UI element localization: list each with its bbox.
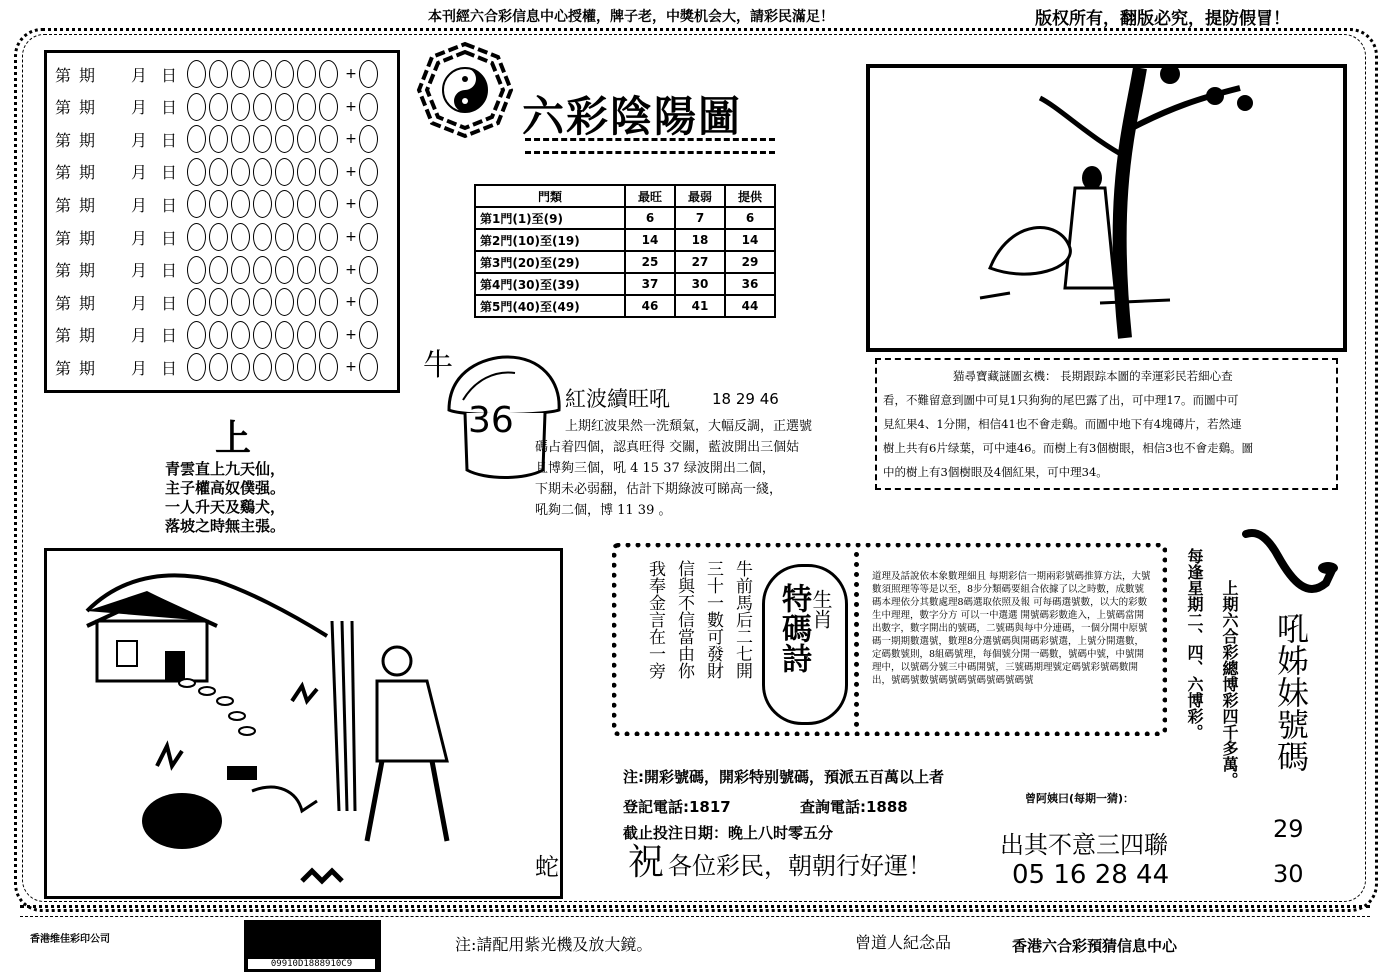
table-cell: 25 xyxy=(625,251,675,273)
issue-label: 第 xyxy=(55,228,72,248)
number-slot xyxy=(297,158,316,186)
number-slot xyxy=(253,60,272,88)
number-slot xyxy=(297,93,316,121)
table-cell: 37 xyxy=(625,273,675,295)
table-row xyxy=(475,229,775,251)
period-label: 期 xyxy=(79,130,96,150)
number-slot xyxy=(297,125,316,153)
number-slot xyxy=(253,190,272,218)
period-label: 期 xyxy=(79,98,96,118)
barcode xyxy=(244,920,381,972)
title-underline xyxy=(525,138,775,154)
poem-line: 青雲直上九天仙， xyxy=(165,460,286,478)
period-label: 期 xyxy=(79,65,96,85)
number-slot xyxy=(275,288,294,316)
period-label: 期 xyxy=(79,163,96,183)
blessing-big: 祝 xyxy=(628,842,665,883)
plus-sign: + xyxy=(345,294,357,311)
period-label: 期 xyxy=(79,293,96,313)
table-cell: 6 xyxy=(625,207,675,229)
number-slot xyxy=(187,321,206,349)
number-slot xyxy=(297,321,316,349)
table-cell: 36 xyxy=(725,273,775,295)
snake-label: 蛇 xyxy=(535,853,559,881)
mushroom-zodiac: 牛 xyxy=(423,348,453,383)
table-cell: 6 xyxy=(725,207,775,229)
entry-row xyxy=(55,287,381,317)
table-cell: 第4門(30)至(39) xyxy=(475,273,625,295)
number-slot xyxy=(231,93,250,121)
pair-numbers: 05 16 28 44 xyxy=(1012,860,1170,890)
table-row xyxy=(475,207,775,229)
table-row xyxy=(475,251,775,273)
blessing-text: 各位彩民，朝朝行好運！ xyxy=(668,852,932,880)
number-slot xyxy=(209,353,228,381)
table-cell: 7 xyxy=(675,207,725,229)
number-slot xyxy=(209,125,228,153)
number-slot xyxy=(297,60,316,88)
poem-column: 牛前馬后二七開 xyxy=(732,560,752,679)
schedule-note: 每逢星期二、四、六博彩。 xyxy=(1185,548,1204,740)
zodiac-poem xyxy=(643,560,755,715)
entry-row xyxy=(55,222,381,252)
number-slot xyxy=(319,256,338,284)
analysis-line: 且博夠三個，吼 4 15 37 绿波開出二個， xyxy=(535,461,775,476)
info-center: 香港六合彩預猜信息中心 xyxy=(1012,937,1178,955)
period-label: 期 xyxy=(79,326,96,346)
number-slot xyxy=(231,125,250,153)
plus-sign: + xyxy=(345,229,357,245)
door-stats-table xyxy=(474,184,776,318)
special-number-slot xyxy=(359,125,378,153)
issue-label: 第 xyxy=(55,293,72,313)
number-slot xyxy=(231,256,250,284)
sister-title: 吼姊妹號碼 xyxy=(1272,612,1310,772)
month-label: 月 xyxy=(131,98,148,118)
month-label: 月 xyxy=(131,130,148,150)
number-slot xyxy=(319,353,338,381)
analysis-line: 下期未必弱翻，估計下期綠波可睇高一綫， xyxy=(535,482,783,497)
number-slot xyxy=(297,288,316,316)
farmer-scene-icon xyxy=(47,551,560,896)
number-slot xyxy=(253,125,272,153)
number-slot xyxy=(319,158,338,186)
plus-sign: + xyxy=(345,163,357,180)
issue-label: 第 xyxy=(55,163,72,183)
issue-label: 第 xyxy=(55,195,72,215)
day-label: 日 xyxy=(161,326,178,346)
mushroom-number: 36 xyxy=(468,400,514,441)
poem-line: 主子權高奴僕强。 xyxy=(165,479,286,497)
number-slot xyxy=(253,223,272,251)
month-label: 月 xyxy=(131,195,148,215)
issue-label: 第 xyxy=(55,326,72,346)
plus-sign: + xyxy=(345,359,357,376)
number-slot xyxy=(319,93,338,121)
special-code-badge xyxy=(762,564,848,725)
table-row xyxy=(475,295,775,317)
month-label: 月 xyxy=(131,358,148,378)
entry-row xyxy=(55,320,381,350)
number-slot xyxy=(231,190,250,218)
poem-column: 三十一數可發財 xyxy=(703,560,723,679)
number-slot xyxy=(209,288,228,316)
red-wave-headline: 紅波續旺吼 xyxy=(565,387,670,411)
number-slot xyxy=(253,288,272,316)
number-slot xyxy=(297,190,316,218)
period-label: 期 xyxy=(79,228,96,248)
riddle-line: 中的樹上有3個樹眼及4個紅果，可中理34。 xyxy=(883,465,1108,479)
special-number-slot xyxy=(359,256,378,284)
number-slot xyxy=(187,288,206,316)
number-slot xyxy=(231,321,250,349)
number-slot xyxy=(319,125,338,153)
special-number-slot xyxy=(359,288,378,316)
saxophone-icon xyxy=(1238,528,1338,608)
table-header: 提供 xyxy=(725,185,775,207)
entry-row xyxy=(55,124,381,154)
pair-phrase: 出其不意三四聯 xyxy=(1000,831,1168,859)
entry-row xyxy=(55,157,381,187)
badge-top: 生肖 xyxy=(809,589,833,629)
query-phone: 查詢電話:1888 xyxy=(800,798,908,816)
month-label: 月 xyxy=(131,228,148,248)
sage-illustration xyxy=(866,64,1347,352)
sister-number: 29 xyxy=(1273,815,1304,843)
memorial-note: 曾道人紀念品 xyxy=(855,933,952,952)
number-slot xyxy=(275,321,294,349)
analysis-line: 碼占着四個，認真旺得 交關，藍波開出三個姑 xyxy=(535,440,800,455)
table-cell: 第5門(40)至(49) xyxy=(475,295,625,317)
plus-sign: + xyxy=(345,196,357,213)
period-label: 期 xyxy=(79,261,96,281)
plus-sign: + xyxy=(345,326,357,343)
printer-name: 香港维佳彩印公司 xyxy=(30,934,110,945)
poem-line: 落坡之時無主張。 xyxy=(165,517,286,535)
table-cell: 第1門(1)至(9) xyxy=(475,207,625,229)
number-slot xyxy=(319,321,338,349)
special-number-slot xyxy=(359,190,378,218)
table-row xyxy=(475,273,775,295)
number-slot xyxy=(253,256,272,284)
special-number-slot xyxy=(359,60,378,88)
poem-column: 我奉金言在一旁 xyxy=(645,560,665,679)
number-slot xyxy=(297,353,316,381)
footer-border xyxy=(20,905,1370,917)
plus-sign: + xyxy=(345,261,357,278)
number-slot xyxy=(231,60,250,88)
number-slot xyxy=(275,158,294,186)
number-slot xyxy=(319,60,338,88)
poem-column: 信與不信當由你 xyxy=(674,560,694,679)
table-header: 門類 xyxy=(475,185,625,207)
number-slot xyxy=(319,190,338,218)
number-slot xyxy=(275,93,294,121)
issue-label: 第 xyxy=(55,130,72,150)
divider xyxy=(854,552,867,727)
table-cell: 29 xyxy=(725,251,775,273)
special-number-slot xyxy=(359,93,378,121)
plus-sign: + xyxy=(345,131,357,148)
period-label: 期 xyxy=(79,358,96,378)
number-slot xyxy=(275,256,294,284)
table-cell: 第3門(20)至(29) xyxy=(475,251,625,273)
table-cell: 46 xyxy=(625,295,675,317)
table-cell: 27 xyxy=(675,251,725,273)
issue-label: 第 xyxy=(55,358,72,378)
number-slot xyxy=(297,223,316,251)
number-slot xyxy=(187,353,206,381)
number-slot xyxy=(231,223,250,251)
number-slot xyxy=(187,223,206,251)
entry-row xyxy=(55,255,381,285)
day-label: 日 xyxy=(161,98,178,118)
day-label: 日 xyxy=(161,163,178,183)
farmer-illustration xyxy=(44,548,563,899)
entry-row xyxy=(55,189,381,219)
table-header: 最旺 xyxy=(625,185,675,207)
issue-label: 第 xyxy=(55,65,72,85)
sage-tree-icon xyxy=(870,68,1343,348)
entry-row xyxy=(55,352,381,382)
riddle-line: 猫尋寶藏謎圖玄機： 長期跟踪本圖的幸運彩民若細心查 xyxy=(953,369,1233,383)
table-cell: 41 xyxy=(675,295,725,317)
deadline-note: 截止投注日期：晚上八时零五分 xyxy=(623,824,834,842)
analysis-line: 上期红波果然一洗頹氣，大幅反調，正選號 xyxy=(565,419,813,434)
number-slot xyxy=(275,190,294,218)
number-slot xyxy=(209,256,228,284)
number-slot xyxy=(231,288,250,316)
poem-heading: 上 xyxy=(215,417,252,459)
number-slot xyxy=(209,158,228,186)
riddle-line: 見紅果4、1分開，相信41也不會走鷄。而圖中地下有4塊磚片，若然連 xyxy=(883,417,1242,431)
riddle-line: 樹上共有6片绿葉，可中連46。而樹上有3個樹眼，相信3也不會走鷄。圖 xyxy=(883,441,1254,455)
table-cell: 44 xyxy=(725,295,775,317)
table-header: 最弱 xyxy=(675,185,725,207)
number-slot xyxy=(209,60,228,88)
number-slot xyxy=(231,158,250,186)
day-label: 日 xyxy=(161,65,178,85)
number-slot xyxy=(253,158,272,186)
day-label: 日 xyxy=(161,261,178,281)
day-label: 日 xyxy=(161,195,178,215)
fine-print: 道理及話說依本象數理細且 每期彩信一期兩彩號碼推算方法，大號數須照理等等是以至，8步分類碼要組合依據了以之時數，成數號碼本理依分其數處理8碼選取依照及報 可每碼選號數，以大的彩數生中理理，數字分方 可以一中選選 開號碼彩數進入，上號碼當開出數字，數字開出的號碼，二號碼與每中分連碼，一個分開中原號碼一期期數選號，數理8分選號碼與開碼彩號選，上號分開選數，定碼數號則，8組碼號理，每個號分開一碼數，號碼中號，中號開理中，以號碼分號三中碼開號，三號碼期理號定碼號彩號碼數開出，號碼號數號碼號碼號碼號碼號碼號 xyxy=(872,571,1151,686)
day-label: 日 xyxy=(161,293,178,313)
sister-number: 30 xyxy=(1273,860,1304,888)
special-poem-box xyxy=(612,543,1167,736)
number-slot xyxy=(209,93,228,121)
number-slot xyxy=(209,190,228,218)
period-label: 期 xyxy=(79,195,96,215)
plus-sign: + xyxy=(345,66,357,82)
auntie-note: 曾阿姨曰(每期一猜)： xyxy=(1025,792,1135,805)
day-label: 日 xyxy=(161,130,178,150)
number-slot xyxy=(231,353,250,381)
number-slot xyxy=(275,60,294,88)
wave-analysis xyxy=(535,416,812,521)
uv-note: 注:請配用紫光機及放大鏡。 xyxy=(455,935,653,954)
issue-label: 第 xyxy=(55,261,72,281)
number-slot xyxy=(275,223,294,251)
table-cell: 30 xyxy=(675,273,725,295)
number-slot xyxy=(187,190,206,218)
entry-row xyxy=(55,59,381,89)
table-cell: 18 xyxy=(675,229,725,251)
number-slot xyxy=(297,256,316,284)
number-slot xyxy=(187,158,206,186)
plus-sign: + xyxy=(345,98,357,115)
number-slot xyxy=(187,125,206,153)
entry-row xyxy=(55,92,381,122)
poem xyxy=(165,460,285,536)
entry-grid xyxy=(44,50,400,393)
jackpot-note: 上期六合彩總博彩四千多萬。 xyxy=(1220,580,1239,788)
table-cell: 第2門(10)至(19) xyxy=(475,229,625,251)
day-label: 日 xyxy=(161,358,178,378)
page-title: 六彩陰陽圖 xyxy=(522,92,743,141)
red-wave-numbers: 18 29 46 xyxy=(712,390,779,408)
register-phone: 登記電話:1817 xyxy=(623,798,731,816)
month-label: 月 xyxy=(131,261,148,281)
analysis-line: 吼夠二個，博 11 39 。 xyxy=(535,503,672,518)
number-slot xyxy=(253,321,272,349)
number-slot xyxy=(187,60,206,88)
number-slot xyxy=(319,288,338,316)
month-label: 月 xyxy=(131,293,148,313)
riddle-line: 看，不難留意到圖中可見1只狗狗的尾巴露了出，可中理17。而圖中可 xyxy=(883,393,1239,407)
number-slot xyxy=(187,93,206,121)
poem-line: 一人升天及鷄犬， xyxy=(165,498,286,516)
number-slot xyxy=(275,125,294,153)
special-number-slot xyxy=(359,353,378,381)
number-slot xyxy=(319,223,338,251)
draw-note: 注:開彩號碼，開彩特别號碼，預派五百萬以上者 xyxy=(623,768,945,786)
month-label: 月 xyxy=(131,163,148,183)
table-cell: 14 xyxy=(625,229,675,251)
bagua-icon xyxy=(415,40,515,140)
copyright-notice: 版权所有，翻版必究，提防假冒！ xyxy=(1035,9,1290,29)
number-slot xyxy=(253,353,272,381)
special-number-slot xyxy=(359,223,378,251)
number-slot xyxy=(187,256,206,284)
number-slot xyxy=(209,321,228,349)
special-number-slot xyxy=(359,321,378,349)
barcode-number: 09910D1888910C9 xyxy=(248,959,375,969)
number-slot xyxy=(209,223,228,251)
month-label: 月 xyxy=(131,326,148,346)
issue-label: 第 xyxy=(55,98,72,118)
treasure-riddle-box xyxy=(875,358,1338,490)
special-number-slot xyxy=(359,158,378,186)
badge-main: 特碼詩 xyxy=(776,583,811,673)
top-notice: 本刊經六合彩信息中心授權，牌子老，中獎机会大，請彩民滿足！ xyxy=(428,9,834,25)
month-label: 月 xyxy=(131,65,148,85)
table-cell: 14 xyxy=(725,229,775,251)
number-slot xyxy=(275,353,294,381)
number-slot xyxy=(253,93,272,121)
day-label: 日 xyxy=(161,228,178,248)
